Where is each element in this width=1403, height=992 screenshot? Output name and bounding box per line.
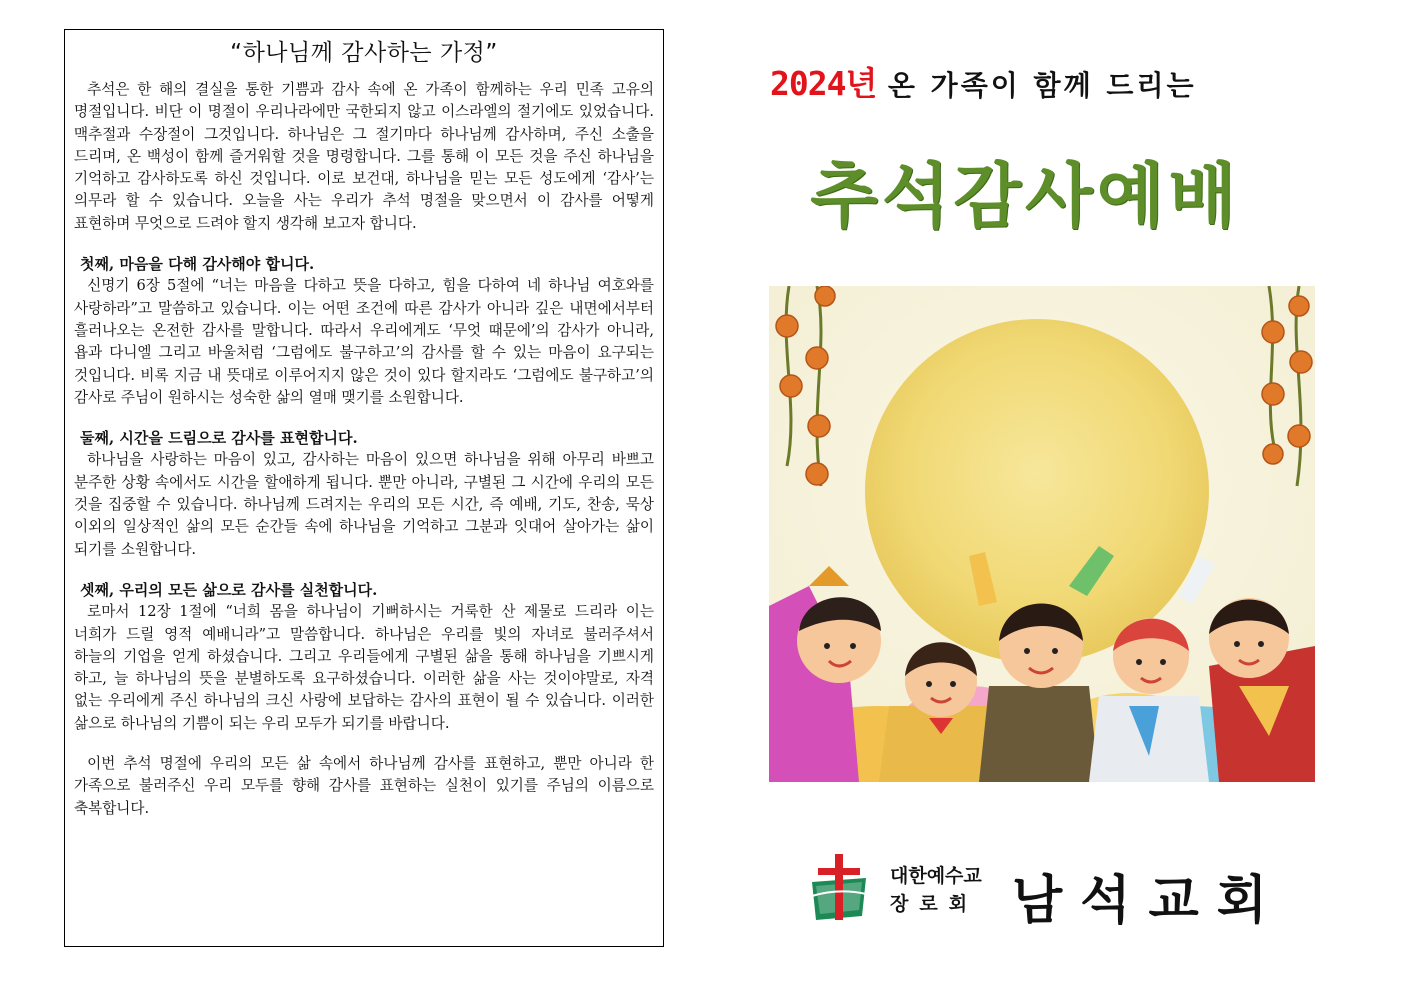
cross-book-logo-icon <box>806 852 872 922</box>
cover-main-title: 추석감사예배 <box>810 155 1240 237</box>
essay-closing: 이번 추석 명절에 우리의 모든 삶 속에서 하나님께 감사를 표현하고, 뿐만 아니라 한 가족으로 불러주신 우리 모두를 향해 감사를 표현하는 실천이 있기를 주님의 이름으로 축복합니다. <box>74 755 654 817</box>
chuseok-illustration-image <box>769 286 1315 782</box>
church-name: 남석교회 <box>1012 871 1285 931</box>
cover-subtitle-rest: 온 가족이 함께 드리는 <box>887 69 1197 102</box>
denomination-line2: 장로회 <box>890 893 979 915</box>
section1-heading: 첫째, 마음을 다해 감사해야 합니다. <box>80 255 315 274</box>
section2-body: 하나님을 사랑하는 마음이 있고, 감사하는 마음이 있으면 하나님을 위해 아무리 바쁘고 분주한 상황 속에서도 시간을 할애하게 됩니다. 뿐만 아니라, 구별된 그 시간에 우리의 모든 것을 집중할 수 있습니다. 하나님께 드려지는 우리의 모든 시간, 즉 예배, 기도, 찬송, 묵상 이외의 일상적인 삶의 모든 순간들 속에 하나님을 기억하고 그분과 잇대어 살아가는 삶이 되기를 소원합니다. <box>74 451 654 558</box>
chuseok-illustration <box>769 286 1315 782</box>
cover-year: 2024년 <box>770 64 877 103</box>
essay-intro: 추석은 한 해의 결실을 통한 기쁨과 감사 속에 온 가족이 함께하는 우리 민족 고유의 명절입니다. 비단 이 명절이 우리나라에만 국한되지 않고 이스라엘의 절기에도 있었습니다. 맥추절과 수장절이 그것입니다. 하나님은 그 절기마다 하나님께 감사하며, 주신 소출을 드리며, 온 백성이 함께 즐거워할 것을 명령합니다. 그를 통해 이 모든 것을 주신 하나님을 기억하고 감사하도록 하신 것입니다. 이로 보건대, 하나님을 믿는 모든 성도에게 ‘감사’는 의무라 할 수 있습니다. 오늘을 사는 우리가 추석 명절을 맞으면서 이 감사를 어떻게 표현하며 무엇으로 드려야 할지 생각해 보고자 합니다. <box>74 81 654 232</box>
section2-heading: 둘째, 시간을 드림으로 감사를 표현합니다. <box>80 429 358 448</box>
cover-subtitle <box>770 58 1260 104</box>
essay-title: “하나님께 감사하는 가정” <box>230 40 498 66</box>
section3-heading: 셋째, 우리의 모든 삶으로 감사를 실천합니다. <box>80 580 378 599</box>
section3-body: 로마서 12장 1절에 “너희 몸을 하나님이 기뻐하시는 거룩한 산 제물로 드리라 이는 너희가 드릴 영적 예배니라”고 말씀합니다. 하나님은 우리를 빛의 자녀로 불러주셔서 하늘의 기업을 얻게 하셨습니다. 그리고 우리들에게 구별된 삶을 통해 하나님을 기쁘시게 하고, 늘 하나님의 뜻을 분별하도록 요구하셨습니다. 이러한 삶을 사는 것이야말로, 자격 없는 우리에게 주신 하나님의 크신 사랑에 보답하는 감사의 표현이 될 수 있습니다. 이러한 삶으로 하나님의 기쁨이 되는 우리 모두가 되기를 바랍니다. <box>74 603 654 732</box>
denomination-line1: 대한예수교 <box>890 865 982 887</box>
denomination <box>890 862 982 918</box>
section1-body: 신명기 6장 5절에 “너는 마음을 다하고 뜻을 다하고, 힘을 다하여 네 하나님 여호와를 사랑하라”고 말씀하고 있습니다. 이는 어떤 조건에 따른 감사가 아니라 깊은 내면에서부터 흘러나오는 온전한 감사를 말합니다. 따라서 우리에게도 ‘무엇 때문에’의 감사가 아니라, 욥과 다니엘 그리고 바울처럼 ‘그럼에도 불구하고’의 감사를 할 수 있는 마음이 요구되는 것입니다. 비록 지금 내 뜻대로 이루어지지 않은 것이 있다 할지라도 ‘그럼에도 불구하고’의 감사로 주님이 원하시는 성숙한 삶의 열매 맺기를 소원합니다. <box>74 277 654 406</box>
essay-box <box>64 29 664 947</box>
